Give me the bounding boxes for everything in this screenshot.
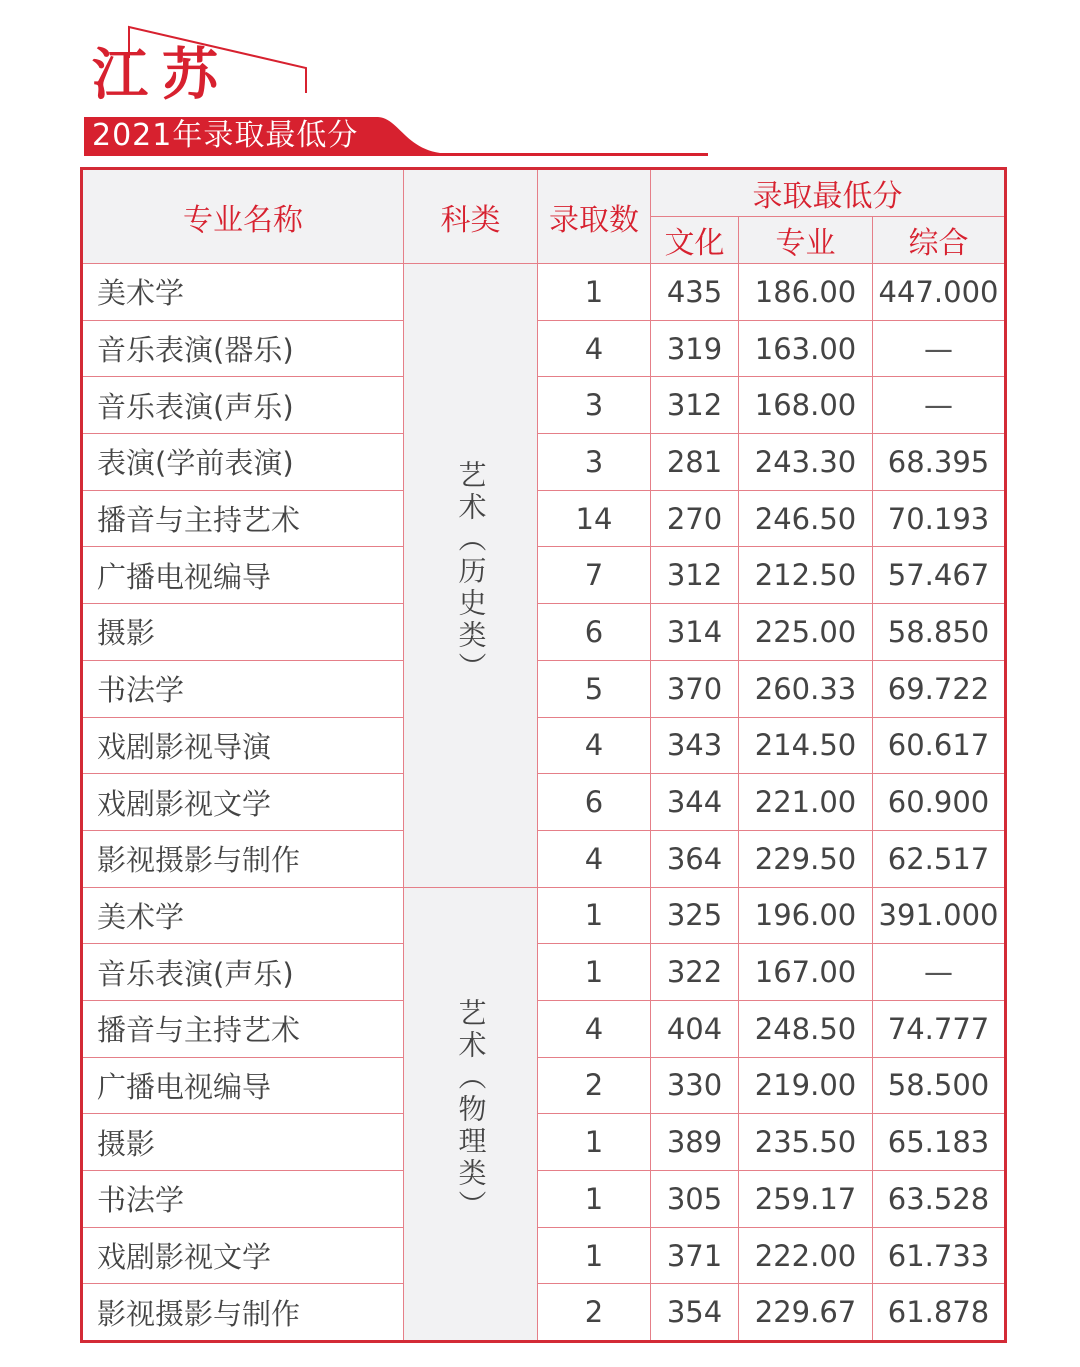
culture-score-cell: 270 xyxy=(651,490,739,547)
count-cell: 1 xyxy=(538,887,651,944)
section-subtitle: 2021年录取最低分 xyxy=(92,118,359,153)
composite-score-cell: 447.000 xyxy=(873,264,1006,321)
culture-score-cell: 370 xyxy=(651,660,739,717)
composite-score-cell: 62.517 xyxy=(873,830,1006,887)
composite-score-cell: — xyxy=(873,320,1006,377)
table-row xyxy=(82,604,1006,661)
header-composite: 综合 xyxy=(873,217,1006,264)
specialty-score-cell: 243.30 xyxy=(739,434,873,491)
composite-score-cell: 63.528 xyxy=(873,1171,1006,1228)
header-culture: 文化 xyxy=(651,217,739,264)
count-cell: 7 xyxy=(538,547,651,604)
major-name-cell: 音乐表演(声乐) xyxy=(82,944,404,1001)
specialty-score-cell: 235.50 xyxy=(739,1114,873,1171)
culture-score-cell: 281 xyxy=(651,434,739,491)
page-header xyxy=(0,0,1080,165)
count-cell: 1 xyxy=(538,264,651,321)
major-name-cell: 戏剧影视文学 xyxy=(82,774,404,831)
major-name-cell: 播音与主持艺术 xyxy=(82,1000,404,1057)
major-name-cell: 戏剧影视文学 xyxy=(82,1227,404,1284)
specialty-score-cell: 196.00 xyxy=(739,887,873,944)
category-cell xyxy=(404,887,538,1342)
composite-score-cell: 57.467 xyxy=(873,547,1006,604)
composite-score-cell: 391.000 xyxy=(873,887,1006,944)
count-cell: 1 xyxy=(538,944,651,1001)
category-cell xyxy=(404,264,538,888)
admission-table-container xyxy=(80,167,1004,1343)
specialty-score-cell: 246.50 xyxy=(739,490,873,547)
table-header xyxy=(82,169,1006,264)
culture-score-cell: 354 xyxy=(651,1284,739,1342)
table-row xyxy=(82,434,1006,491)
table-row xyxy=(82,830,1006,887)
specialty-score-cell: 219.00 xyxy=(739,1057,873,1114)
culture-score-cell: 325 xyxy=(651,887,739,944)
culture-score-cell: 322 xyxy=(651,944,739,1001)
major-name-cell: 影视摄影与制作 xyxy=(82,1284,404,1342)
count-cell: 5 xyxy=(538,660,651,717)
count-cell: 4 xyxy=(538,320,651,377)
table-row xyxy=(82,490,1006,547)
category-label: 艺术（物理类） xyxy=(454,998,488,1223)
major-name-cell: 书法学 xyxy=(82,1171,404,1228)
count-cell: 2 xyxy=(538,1284,651,1342)
composite-score-cell: 68.395 xyxy=(873,434,1006,491)
table-row xyxy=(82,887,1006,944)
major-name-cell: 播音与主持艺术 xyxy=(82,490,404,547)
culture-score-cell: 312 xyxy=(651,547,739,604)
culture-score-cell: 314 xyxy=(651,604,739,661)
header-count: 录取数 xyxy=(538,169,651,264)
specialty-score-cell: 163.00 xyxy=(739,320,873,377)
count-cell: 6 xyxy=(538,774,651,831)
count-cell: 4 xyxy=(538,717,651,774)
major-name-cell: 书法学 xyxy=(82,660,404,717)
specialty-score-cell: 259.17 xyxy=(739,1171,873,1228)
culture-score-cell: 371 xyxy=(651,1227,739,1284)
header-specialty: 专业 xyxy=(739,217,873,264)
count-cell: 1 xyxy=(538,1171,651,1228)
major-name-cell: 表演(学前表演) xyxy=(82,434,404,491)
table-row xyxy=(82,1057,1006,1114)
major-name-cell: 摄影 xyxy=(82,1114,404,1171)
culture-score-cell: 330 xyxy=(651,1057,739,1114)
culture-score-cell: 343 xyxy=(651,717,739,774)
culture-score-cell: 344 xyxy=(651,774,739,831)
composite-score-cell: 70.193 xyxy=(873,490,1006,547)
culture-score-cell: 404 xyxy=(651,1000,739,1057)
count-cell: 3 xyxy=(538,434,651,491)
specialty-score-cell: 168.00 xyxy=(739,377,873,434)
count-cell: 4 xyxy=(538,830,651,887)
composite-score-cell: 58.850 xyxy=(873,604,1006,661)
culture-score-cell: 389 xyxy=(651,1114,739,1171)
composite-score-cell: 60.617 xyxy=(873,717,1006,774)
specialty-score-cell: 221.00 xyxy=(739,774,873,831)
table-row xyxy=(82,944,1006,1001)
major-name-cell: 戏剧影视导演 xyxy=(82,717,404,774)
count-cell: 14 xyxy=(538,490,651,547)
table-row xyxy=(82,1000,1006,1057)
admission-score-table xyxy=(80,167,1007,1343)
table-body xyxy=(82,264,1006,1342)
table-row xyxy=(82,774,1006,831)
specialty-score-cell: 214.50 xyxy=(739,717,873,774)
specialty-score-cell: 186.00 xyxy=(739,264,873,321)
table-row xyxy=(82,1114,1006,1171)
composite-score-cell: 74.777 xyxy=(873,1000,1006,1057)
major-name-cell: 摄影 xyxy=(82,604,404,661)
province-title: 江苏 xyxy=(92,43,232,108)
table-row xyxy=(82,264,1006,321)
culture-score-cell: 364 xyxy=(651,830,739,887)
composite-score-cell: — xyxy=(873,944,1006,1001)
culture-score-cell: 305 xyxy=(651,1171,739,1228)
composite-score-cell: — xyxy=(873,377,1006,434)
table-row xyxy=(82,660,1006,717)
table-row xyxy=(82,1284,1006,1342)
major-name-cell: 音乐表演(声乐) xyxy=(82,377,404,434)
table-row xyxy=(82,547,1006,604)
composite-score-cell: 58.500 xyxy=(873,1057,1006,1114)
major-name-cell: 广播电视编导 xyxy=(82,1057,404,1114)
header-major: 专业名称 xyxy=(82,169,404,264)
major-name-cell: 美术学 xyxy=(82,887,404,944)
major-name-cell: 影视摄影与制作 xyxy=(82,830,404,887)
count-cell: 3 xyxy=(538,377,651,434)
specialty-score-cell: 225.00 xyxy=(739,604,873,661)
major-name-cell: 音乐表演(器乐) xyxy=(82,320,404,377)
table-row xyxy=(82,717,1006,774)
count-cell: 4 xyxy=(538,1000,651,1057)
header-category: 科类 xyxy=(404,169,538,264)
specialty-score-cell: 167.00 xyxy=(739,944,873,1001)
composite-score-cell: 61.878 xyxy=(873,1284,1006,1342)
culture-score-cell: 319 xyxy=(651,320,739,377)
composite-score-cell: 61.733 xyxy=(873,1227,1006,1284)
specialty-score-cell: 222.00 xyxy=(739,1227,873,1284)
specialty-score-cell: 229.50 xyxy=(739,830,873,887)
count-cell: 6 xyxy=(538,604,651,661)
table-row xyxy=(82,320,1006,377)
major-name-cell: 美术学 xyxy=(82,264,404,321)
table-row xyxy=(82,377,1006,434)
count-cell: 1 xyxy=(538,1114,651,1171)
table-row xyxy=(82,1171,1006,1228)
category-label: 艺术（历史类） xyxy=(454,459,488,684)
culture-score-cell: 435 xyxy=(651,264,739,321)
composite-score-cell: 60.900 xyxy=(873,774,1006,831)
specialty-score-cell: 248.50 xyxy=(739,1000,873,1057)
count-cell: 2 xyxy=(538,1057,651,1114)
culture-score-cell: 312 xyxy=(651,377,739,434)
table-row xyxy=(82,1227,1006,1284)
specialty-score-cell: 212.50 xyxy=(739,547,873,604)
count-cell: 1 xyxy=(538,1227,651,1284)
major-name-cell: 广播电视编导 xyxy=(82,547,404,604)
composite-score-cell: 69.722 xyxy=(873,660,1006,717)
header-min-score-group: 录取最低分 xyxy=(651,169,1006,217)
specialty-score-cell: 229.67 xyxy=(739,1284,873,1342)
specialty-score-cell: 260.33 xyxy=(739,660,873,717)
composite-score-cell: 65.183 xyxy=(873,1114,1006,1171)
